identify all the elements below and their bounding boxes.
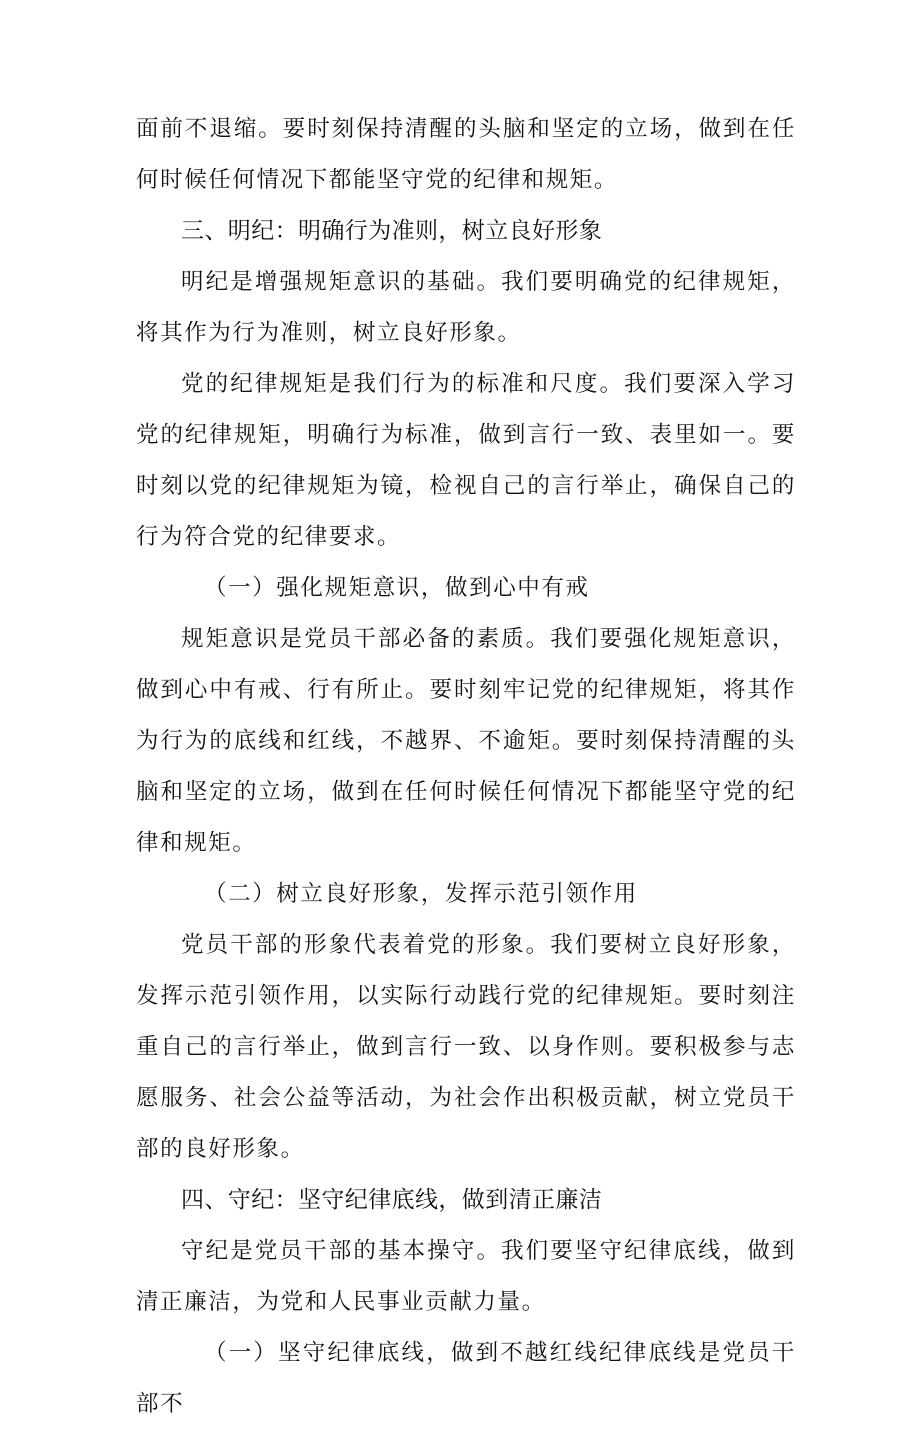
section-3-sub2-heading: （二）树立良好形象，发挥示范引领作用 [204, 881, 638, 907]
section-3-sub2-text: 党员干部的形象代表着党的形象。我们要树立良好形象，发挥示范引领作用，以实际行动践行党的纪律规矩。要时刻注重自己的言行举止，做到言行一致、以身作则。要积极参与志愿服务、社会公益等活动，为社会作出积极贡献，树立党员干部的良好形象。 [136, 932, 796, 1162]
section-3-heading: 三、明纪：明确行为准则，树立良好形象 [181, 218, 603, 244]
document-body [136, 104, 796, 1430]
section-3-intro: 明纪是增强规矩意识的基础。我们要明确党的纪律规矩，将其作为行为准则，树立良好形象。 [136, 269, 796, 346]
section-4-heading: 四、守纪：坚守纪律底线，做到清正廉洁 [181, 1187, 603, 1213]
section-3-sub1-heading: （一）强化规矩意识，做到心中有戒 [204, 575, 590, 601]
section-3-paragraph: 党的纪律规矩是我们行为的标准和尺度。我们要深入学习党的纪律规矩，明确行为标准，做到言行一致、表里如一。要时刻以党的纪律规矩为镜，检视自己的言行举止，确保自己的行为符合党的纪律要求。 [136, 371, 796, 550]
continuation-paragraph: 面前不退缩。要时刻保持清醒的头脑和坚定的立场，做到在任何时候任何情况下都能坚守党的纪律和规矩。 [136, 116, 796, 193]
section-4-sub1-text: （一）坚守纪律底线，做到不越红线纪律底线是党员干部不 [136, 1340, 796, 1417]
section-4-intro: 守纪是党员干部的基本操守。我们要坚守纪律底线，做到清正廉洁，为党和人民事业贡献力量。 [136, 1238, 796, 1315]
section-3-sub1-text: 规矩意识是党员干部必备的素质。我们要强化规矩意识，做到心中有戒、行有所止。要时刻牢记党的纪律规矩，将其作为行为的底线和红线，不越界、不逾矩。要时刻保持清醒的头脑和坚定的立场，做到在任何时候任何情况下都能坚守党的纪律和规矩。 [136, 626, 796, 856]
